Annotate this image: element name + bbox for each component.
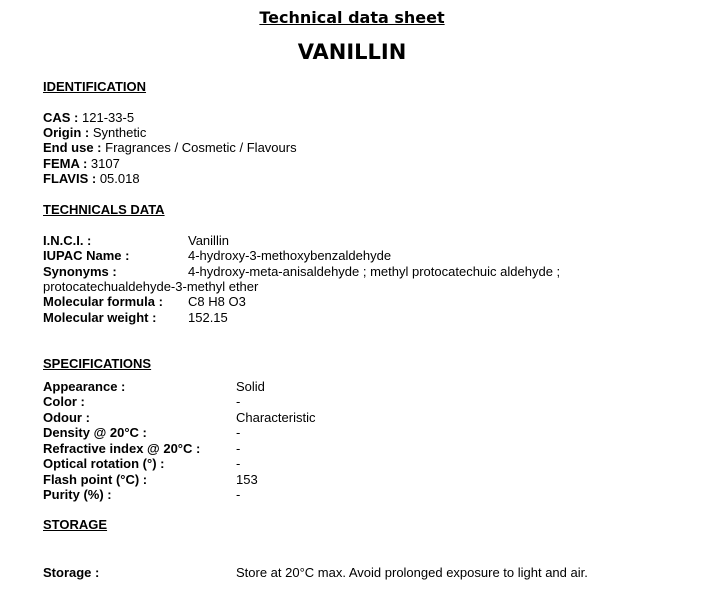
flavis-label: FLAVIS :: [43, 171, 97, 186]
refractive-index-label: Refractive index @ 20°C :: [43, 441, 201, 456]
appearance-value: Solid: [236, 379, 265, 394]
molecular-formula-label: Molecular formula :: [43, 294, 163, 309]
density-label: Density @ 20°C :: [43, 425, 147, 440]
molecular-formula-value: C8 H8 O3: [188, 294, 246, 309]
storage-value: Store at 20°C max. Avoid prolonged exposure to light and air.: [236, 565, 588, 580]
optical-rotation-value: -: [236, 456, 241, 471]
fema-value: 3107: [90, 156, 120, 171]
fema-label: FEMA :: [43, 156, 88, 171]
fema-row: [43, 156, 120, 171]
inci-label: I.N.C.I. :: [43, 233, 92, 248]
flavis-row: [43, 171, 140, 186]
synonyms-value-continued: protocatechualdehyde-3-methyl ether: [43, 279, 259, 294]
specifications-heading: SPECIFICATIONS: [43, 356, 152, 371]
technical-data-heading: TECHNICALS DATA: [43, 202, 165, 217]
iupac-label: IUPAC Name :: [43, 248, 130, 263]
purity-value: -: [236, 487, 241, 502]
iupac-value: 4-hydroxy-3-methoxybenzaldehyde: [188, 248, 392, 263]
odour-value: Characteristic: [236, 410, 316, 425]
refractive-index-value: -: [236, 441, 241, 456]
end-use-row: [43, 140, 297, 155]
origin-label: Origin :: [43, 125, 90, 140]
flash-point-label: Flash point (°C) :: [43, 472, 148, 487]
flavis-value: 05.018: [99, 171, 140, 186]
storage-heading: STORAGE: [43, 517, 108, 532]
storage-label: Storage :: [43, 565, 100, 580]
product-name: VANILLIN: [297, 40, 407, 64]
inci-value: Vanillin: [188, 233, 229, 248]
purity-label: Purity (%) :: [43, 487, 112, 502]
origin-row: [43, 125, 146, 140]
identification-heading: IDENTIFICATION: [43, 79, 147, 94]
end-use-label: End use :: [43, 140, 102, 155]
optical-rotation-label: Optical rotation (°) :: [43, 456, 165, 471]
synonyms-label: Synonyms :: [43, 264, 117, 279]
density-value: -: [236, 425, 241, 440]
color-label: Color :: [43, 394, 85, 409]
flash-point-value: 153: [236, 472, 258, 487]
molecular-weight-label: Molecular weight :: [43, 310, 157, 325]
color-value: -: [236, 394, 241, 409]
cas-value: 121-33-5: [82, 110, 135, 125]
molecular-weight-value: 152.15: [188, 310, 228, 325]
cas-row: [43, 110, 134, 125]
synonyms-value: 4-hydroxy-meta-anisaldehyde ; methyl protocatechuic aldehyde ;: [188, 264, 561, 279]
document-title: Technical data sheet: [259, 8, 445, 27]
end-use-value: Fragrances / Cosmetic / Flavours: [105, 140, 297, 155]
appearance-label: Appearance :: [43, 379, 126, 394]
odour-label: Odour :: [43, 410, 90, 425]
cas-label: CAS :: [43, 110, 79, 125]
origin-value: Synthetic: [92, 125, 147, 140]
